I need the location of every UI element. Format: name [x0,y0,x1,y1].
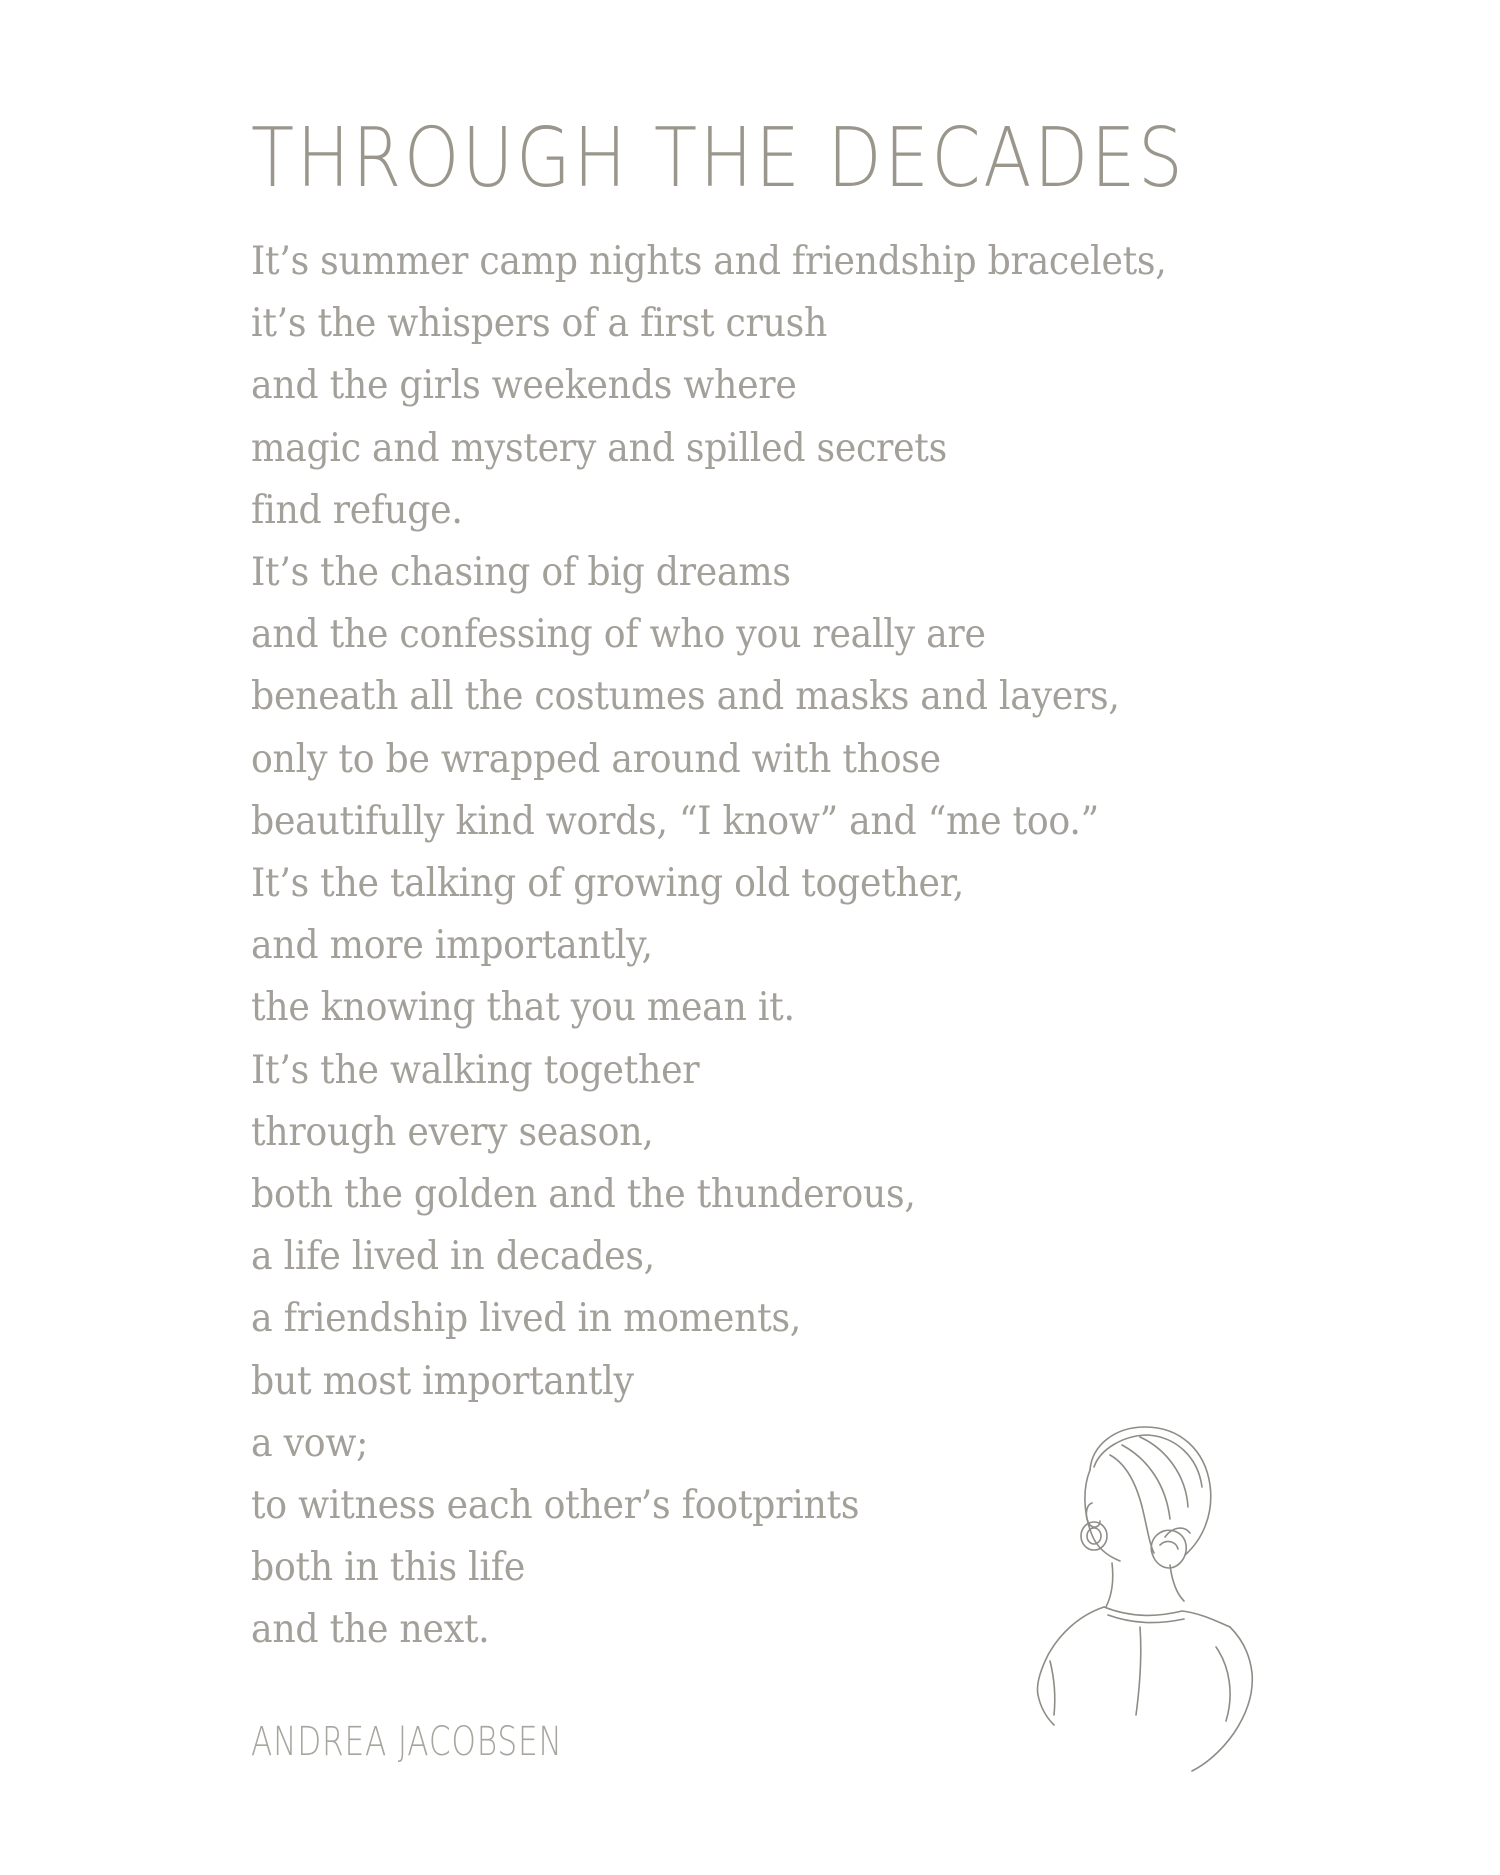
poem-line: It’s the talking of growing old together, [251,861,965,907]
poem-line: magic and mystery and spilled secrets [251,425,947,471]
poem-line: it’s the whispers of a first crush [251,301,828,347]
poem-line: both the golden and the thunderous, [251,1172,916,1218]
poem-line: both in this life [251,1545,526,1591]
poem-line: the knowing that you mean it. [251,985,795,1031]
poem-line: through every season, [251,1109,654,1155]
poem-title: THROUGH THE DECADES [251,111,1186,206]
poem-line: and more importantly, [251,923,653,969]
poem-line: It’s the chasing of big dreams [251,550,791,596]
poem-line: beneath all the costumes and masks and layers, [251,674,1120,720]
poem-line: It’s the walking together [251,1047,700,1093]
poem-line: a life lived in decades, [251,1234,655,1280]
poem-line: It’s summer camp nights and friendship bracelets, [251,239,1167,284]
poem-line: a friendship lived in moments, [251,1296,802,1342]
poem-line: but most importantly [251,1358,634,1404]
poem-line: and the next. [251,1607,490,1653]
poem-line: beautifully kind words, “I know” and “me too.” [251,798,1099,844]
poem-line: and the girls weekends where [251,363,797,409]
author-signature: ANDREA JACOBSEN [251,1719,563,1765]
woman-line-drawing-icon [1020,1415,1260,1775]
poem-line: to witness each other’s footprints [251,1483,860,1529]
poem-line: and the confessing of who you really are [251,612,986,658]
poem-line: only to be wrapped around with those [251,736,941,782]
poem-line: a vow; [251,1420,369,1466]
poem-line: find refuge. [251,487,463,533]
